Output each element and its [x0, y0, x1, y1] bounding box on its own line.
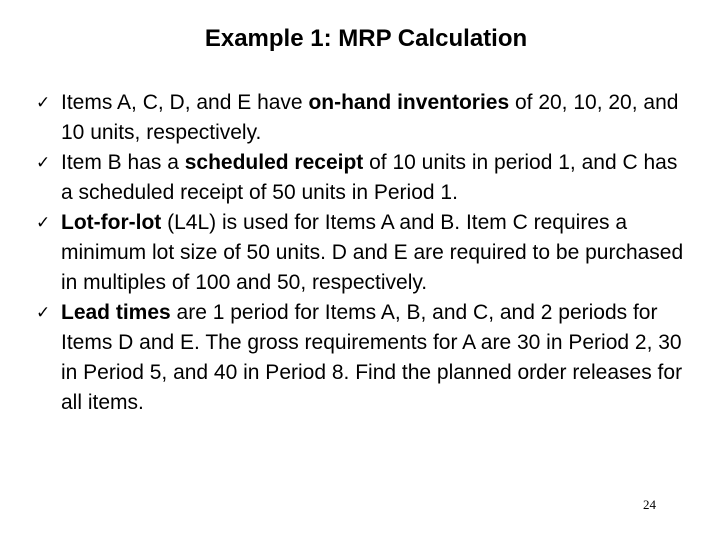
bullet-text: Item B has a — [61, 151, 185, 174]
bullet-text: of 10 units in period 1, and C has a scheduled receipt of 50 units in Period 1. — [61, 151, 678, 204]
bullet-item-on-hand-inventories — [36, 88, 686, 148]
bullet-keyword: Lot-for-lot — [61, 211, 162, 234]
check-mark-icon: ✓ — [36, 153, 51, 173]
check-mark-icon: ✓ — [36, 213, 51, 233]
bullet-text: Items A, C, D, and E have — [61, 91, 309, 114]
bullet-keyword: Lead times — [61, 301, 171, 324]
bullet-list — [36, 88, 686, 418]
bullet-text: of 20, 10, 20, and 10 units, respectively. — [61, 91, 679, 144]
bullet-text: (L4L) is used for Items A and B. Item C requires a minimum lot size of 50 units. D and E are required to be purchased in multiples of 100 and 50, respectively. — [61, 211, 684, 294]
bullet-item-lot-for-lot — [36, 208, 686, 298]
bullet-keyword: scheduled receipt — [184, 151, 364, 174]
slide-title: Example 1: MRP Calculation — [204, 25, 528, 52]
page-number: 24 — [643, 497, 656, 512]
check-mark-icon: ✓ — [36, 303, 51, 323]
bullet-item-scheduled-receipt — [36, 148, 686, 208]
check-mark-icon: ✓ — [36, 93, 51, 113]
bullet-item-lead-times — [36, 298, 686, 418]
bullet-text: are 1 period for Items A, B, and C, and 2 periods for Items D and E. The gross requirements for A are 30 in Period 2, 30 in Period 5, and 40 in Period 8. Find the planned order releases for all items. — [61, 301, 683, 414]
bullet-keyword: on-hand inventories — [308, 91, 510, 114]
